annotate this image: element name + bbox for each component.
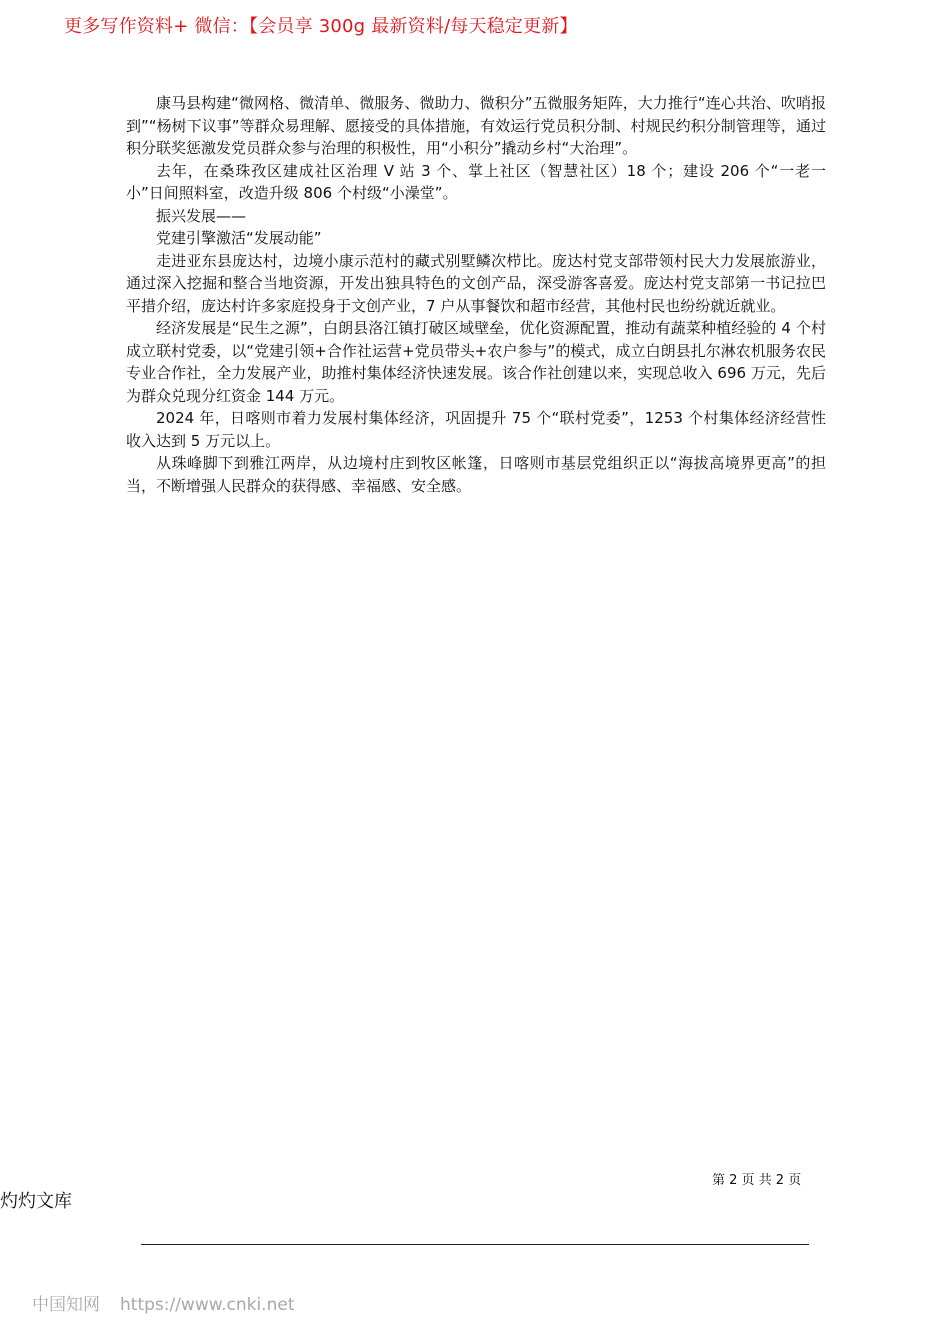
watermark-name: 中国知网 bbox=[32, 1295, 100, 1315]
article-paragraph: 2024 年，日喀则市着力发展村集体经济，巩固提升 75 个“联村党委”，1253 个村集体经济经营性收入达到 5 万元以上。 bbox=[126, 409, 826, 450]
watermark bbox=[32, 1294, 294, 1316]
section-subheading: 党建引擎激活“发展动能” bbox=[156, 229, 322, 247]
article-paragraph: 康马县构建“微网格、微清单、微服务、微助力、微积分”五微服务矩阵，大力推行“连心共治、吹哨报到”“杨树下议事”等群众易理解、愿接受的具体措施，有效运行党员积分制、村规民约积分制管理等，通过积分联奖惩激发党员群众参与治理的积极性，用“小积分”撬动乡村“大治理”。 bbox=[126, 94, 826, 157]
article-paragraph: 去年，在桑珠孜区建成社区治理 V 站 3 个、掌上社区（智慧社区）18 个；建设 206 个“一老一小”日间照料室，改造升级 806 个村级“小澡堂”。 bbox=[126, 161, 826, 202]
article-body bbox=[126, 92, 826, 497]
page-number: 第 2 页 共 2 页 bbox=[712, 1173, 802, 1188]
section-heading: 振兴发展—— bbox=[156, 206, 247, 225]
footer-divider bbox=[141, 1244, 809, 1245]
promo-banner: 更多写作资料+ 微信：【会员享 300g 最新资料/每天稳定更新】 bbox=[64, 16, 578, 37]
library-name: 灼灼文库 bbox=[0, 1191, 72, 1212]
watermark-url: https://www.cnki.net bbox=[120, 1295, 295, 1315]
article-paragraph: 从珠峰脚下到雅江两岸，从边境村庄到牧区帐篷，日喀则市基层党组织正以“海拔高境界更高”的担当，不断增强人民群众的获得感、幸福感、安全感。 bbox=[126, 454, 826, 495]
article-paragraph: 经济发展是“民生之源”，白朗县洛江镇打破区域壁垒，优化资源配置，推动有蔬菜种植经验的 4 个村成立联村党委，以“党建引领+合作社运营+党员带头+农户参与”的模式，成立白朗县扎尔淋农机服务农民专业合作社，全力发展产业，助推村集体经济快速发展。该合作社创建以来，实现总收入 696 万元，先后为群众兑现分红资金 144 万元。 bbox=[126, 319, 826, 405]
article-paragraph: 走进亚东县庞达村，边境小康示范村的藏式别墅鳞次栉比。庞达村党支部带领村民大力发展旅游业，通过深入挖掘和整合当地资源，开发出独具特色的文创产品，深受游客喜爱。庞达村党支部第一书记拉巴平措介绍，庞达村许多家庭投身于文创产业，7 户从事餐饮和超市经营，其他村民也纷纷就近就业。 bbox=[126, 251, 826, 315]
